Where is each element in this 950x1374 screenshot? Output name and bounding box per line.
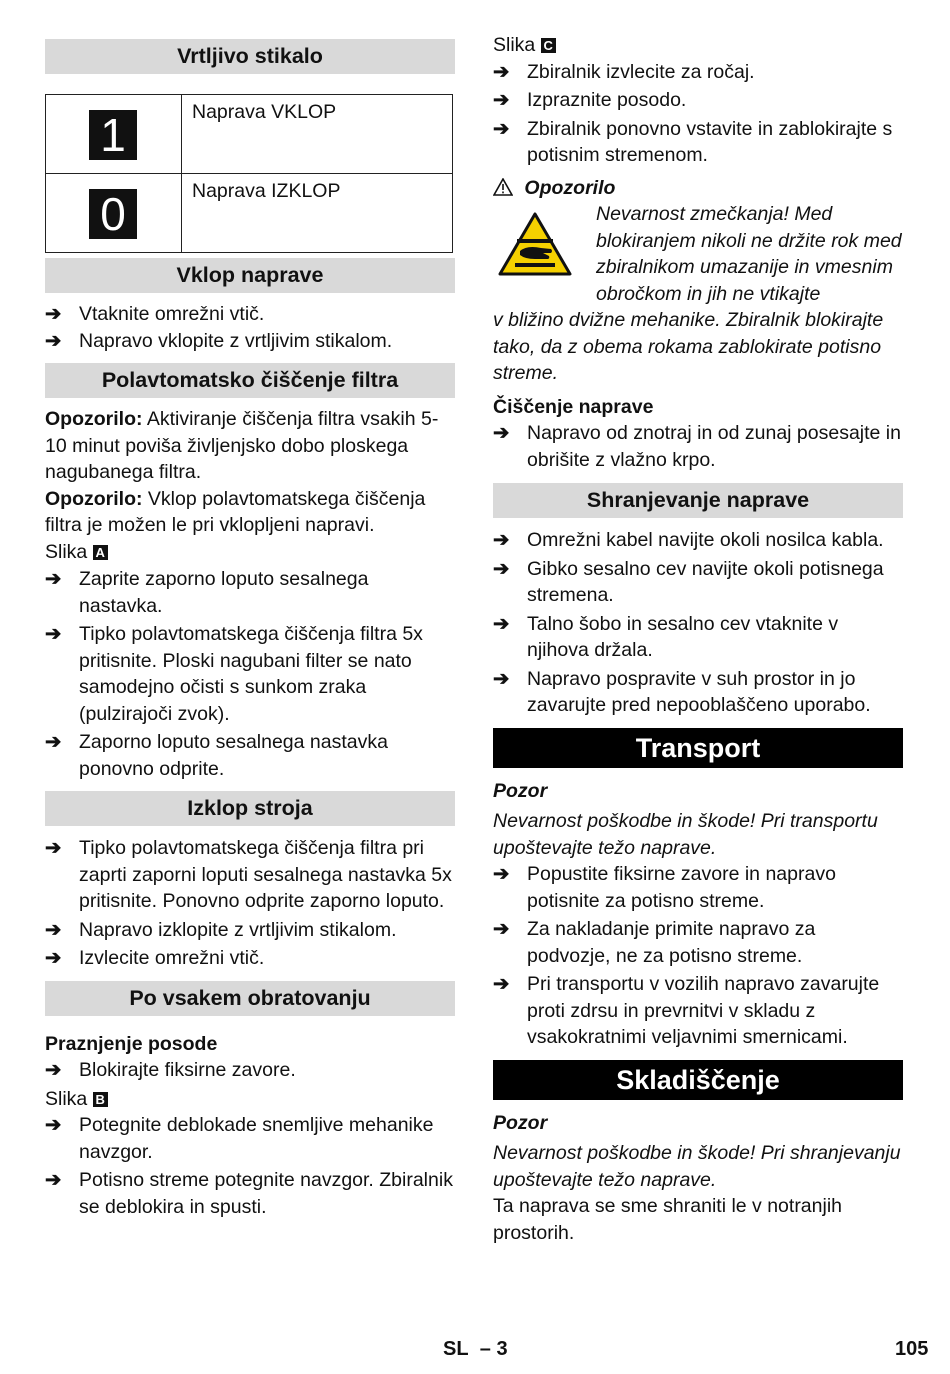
footer-section-number: – 3	[479, 1338, 508, 1360]
list-item: ➔ Gibko sesalno cev navijte okoli potisnega stremena.	[493, 557, 884, 606]
caution-text: Nevarnost poškodbe in škode! Pri shranjevanju upoštevajte težo naprave.	[493, 1142, 901, 1191]
list-item: ➔ Omrežni kabel navijte okoli nosilca kabla.	[493, 527, 903, 554]
arrow-right-icon: ➔	[45, 947, 62, 969]
clean-section	[493, 394, 903, 474]
arrow-right-icon: ➔	[45, 837, 62, 859]
arrow-right-icon: ➔	[45, 568, 62, 590]
storage-caution	[493, 1110, 903, 1247]
subheading-clean: Čiščenje naprave	[493, 395, 654, 418]
list-item: ➔ Zbiralnik ponovno vstavite in zablokirajte s potisnim stremenom.	[493, 117, 893, 166]
caution-text: Nevarnost poškodbe in škode! Pri transportu upoštevajte težo naprave.	[493, 810, 878, 859]
figure-b-badge: B	[93, 1092, 108, 1107]
list-item: ➔ Zbiralnik izvlecite za ročaj.	[493, 59, 903, 86]
caution-title: Pozor	[493, 1111, 548, 1134]
list-item: ➔ Napravo od znotraj in od zunaj posesajte in obrišite z vlažno krpo.	[493, 422, 901, 471]
list-item: ➔ Napravo pospravite v suh prostor in jo zavarujte pred nepooblaščeno uporabo.	[493, 667, 871, 716]
heading-filter: Polavtomatsko čiščenje filtra	[45, 363, 455, 398]
hand-crush-hazard-icon	[497, 211, 573, 277]
list-item: ➔ Tipko polavtomatskega čiščenja filtra pri zaprti zaporni loputi sesalnega nastavka 5x pritisnite. Ponovno odprite zaporno loputo.	[45, 837, 452, 912]
list-item: ➔ Zaporno loputo sesalnega nastavka ponovno odprite.	[45, 731, 388, 780]
switch-symbol-on: 1	[89, 110, 137, 160]
arrow-right-icon: ➔	[493, 529, 510, 551]
on-list	[45, 301, 455, 354]
heading-store: Shranjevanje naprave	[493, 483, 903, 518]
list-item: ➔ Napravo izklopite z vrtljivim stikalom.	[45, 917, 455, 944]
right-column	[493, 32, 903, 1246]
transport-list	[493, 861, 903, 1051]
list-item: ➔ Blokirajte fiksirne zavore.	[45, 1057, 455, 1084]
arrow-right-icon: ➔	[493, 973, 510, 995]
list-item: ➔ Vtaknite omrežni vtič.	[45, 301, 455, 328]
store-list	[493, 527, 903, 719]
c-list	[493, 59, 903, 169]
warning-triangle-icon	[493, 177, 518, 199]
list-item: ➔ Za nakladanje primite napravo za podvozje, ne za potisno streme.	[493, 918, 816, 967]
list-item: ➔ Talno šobo in sesalno cev vtaknite v njihova držala.	[493, 612, 839, 661]
list-item: ➔ Pri transportu v vozilih napravo zavarujte proti zdrsu in prevrnitvi v skladu z vsakokratnimi veljavnimi smernicami.	[493, 973, 880, 1048]
arrow-right-icon: ➔	[493, 612, 510, 635]
arrow-right-icon: ➔	[493, 667, 510, 690]
filter-notes	[45, 406, 455, 565]
footer-lang: SL	[443, 1338, 469, 1360]
figure-c-badge: C	[541, 38, 556, 53]
heading-storage: Skladiščenje	[493, 1060, 903, 1100]
switch-symbol-off: 0	[89, 189, 137, 239]
list-item: ➔ Izvlecite omrežni vtič.	[45, 945, 455, 972]
subheading-empty: Praznjenje posode	[45, 1032, 218, 1055]
heading-off: Izklop stroja	[45, 791, 455, 826]
switch-text-on: Naprava VKLOP	[182, 95, 453, 174]
heading-after-use: Po vsakem obratovanju	[45, 981, 455, 1016]
arrow-right-icon: ➔	[493, 863, 510, 885]
figure-a-badge: A	[93, 545, 108, 560]
arrow-right-icon: ➔	[45, 731, 62, 753]
switch-row-on	[46, 95, 453, 174]
list-item: ➔ Popustite fiksirne zavore in napravo potisnite za potisno streme.	[493, 863, 836, 912]
arrow-right-icon: ➔	[45, 329, 62, 352]
figure-ref-a: Slika A	[45, 539, 455, 566]
heading-switch: Vrtljivo stikalo	[45, 39, 455, 74]
off-list	[45, 835, 455, 972]
footer-section	[443, 1336, 508, 1363]
figure-ref-b: Slika B	[45, 1086, 455, 1113]
list-item: ➔ Potegnite deblokade snemljive mehanike navzgor.	[45, 1114, 434, 1163]
heading-transport: Transport	[493, 728, 903, 768]
switch-table	[45, 94, 453, 253]
arrow-right-icon: ➔	[493, 117, 510, 140]
arrow-right-icon: ➔	[45, 1114, 62, 1136]
figure-ref-c: Slika C	[493, 32, 903, 59]
list-item: ➔ Napravo vklopite z vrtljivim stikalom.	[45, 328, 455, 355]
arrow-right-icon: ➔	[493, 557, 510, 580]
arrow-right-icon: ➔	[45, 1169, 62, 1191]
arrow-right-icon: ➔	[45, 918, 62, 941]
caution-title: Pozor	[493, 779, 548, 802]
arrow-right-icon: ➔	[45, 303, 62, 325]
arrow-right-icon: ➔	[45, 623, 62, 645]
switch-text-off: Naprava IZKLOP	[182, 174, 453, 253]
list-item: ➔ Zaprite zaporno loputo sesalnega nastavka.	[45, 568, 369, 617]
warning-block	[493, 175, 903, 387]
arrow-right-icon: ➔	[493, 89, 510, 111]
warning-text-full: v bližino dvižne mehanike. Zbiralnik blokirajte tako, da z obema rokama zablokirate potisno streme.	[493, 309, 884, 384]
note-1: Opozorilo: Aktiviranje čiščenja filtra vsakih 5-10 minut poviša življenjsko dobo ploskega nagubanega filtra.	[45, 408, 439, 483]
storage-text: Ta naprava se sme shraniti le v notranjih prostorih.	[493, 1195, 843, 1244]
list-item: ➔ Tipko polavtomatskega čiščenja filtra 5x pritisnite. Ploski nagubani filter se nato samodejno očisti s sunkom zraka (pulzirajoči zvok).	[45, 623, 423, 725]
list-item: ➔ Izpraznite posodo.	[493, 87, 903, 114]
arrow-right-icon: ➔	[493, 60, 510, 83]
transport-caution	[493, 778, 903, 862]
list-item: ➔ Potisno streme potegnite navzgor. Zbiralnik se deblokira in spusti.	[45, 1169, 453, 1218]
arrow-right-icon: ➔	[493, 918, 510, 940]
note-2: Opozorilo: Vklop polavtomatskega čiščenja filtra je možen le pri vklopljeni napravi.	[45, 487, 426, 536]
switch-row-off	[46, 174, 453, 253]
left-column	[45, 36, 455, 1220]
page-number: 105	[895, 1338, 929, 1360]
filter-list	[45, 566, 455, 782]
arrow-right-icon: ➔	[493, 422, 510, 444]
empty-section	[45, 1031, 455, 1221]
warning-text-side: Nevarnost zmečkanja! Med blokiranjem nikoli ne držite rok med zbiralnikom umazanije in vmesnim obročkom in jih ne vtikajte	[596, 203, 902, 305]
heading-on: Vklop naprave	[45, 258, 455, 293]
warning-title: Opozorilo	[524, 176, 616, 199]
arrow-right-icon: ➔	[45, 1059, 62, 1081]
